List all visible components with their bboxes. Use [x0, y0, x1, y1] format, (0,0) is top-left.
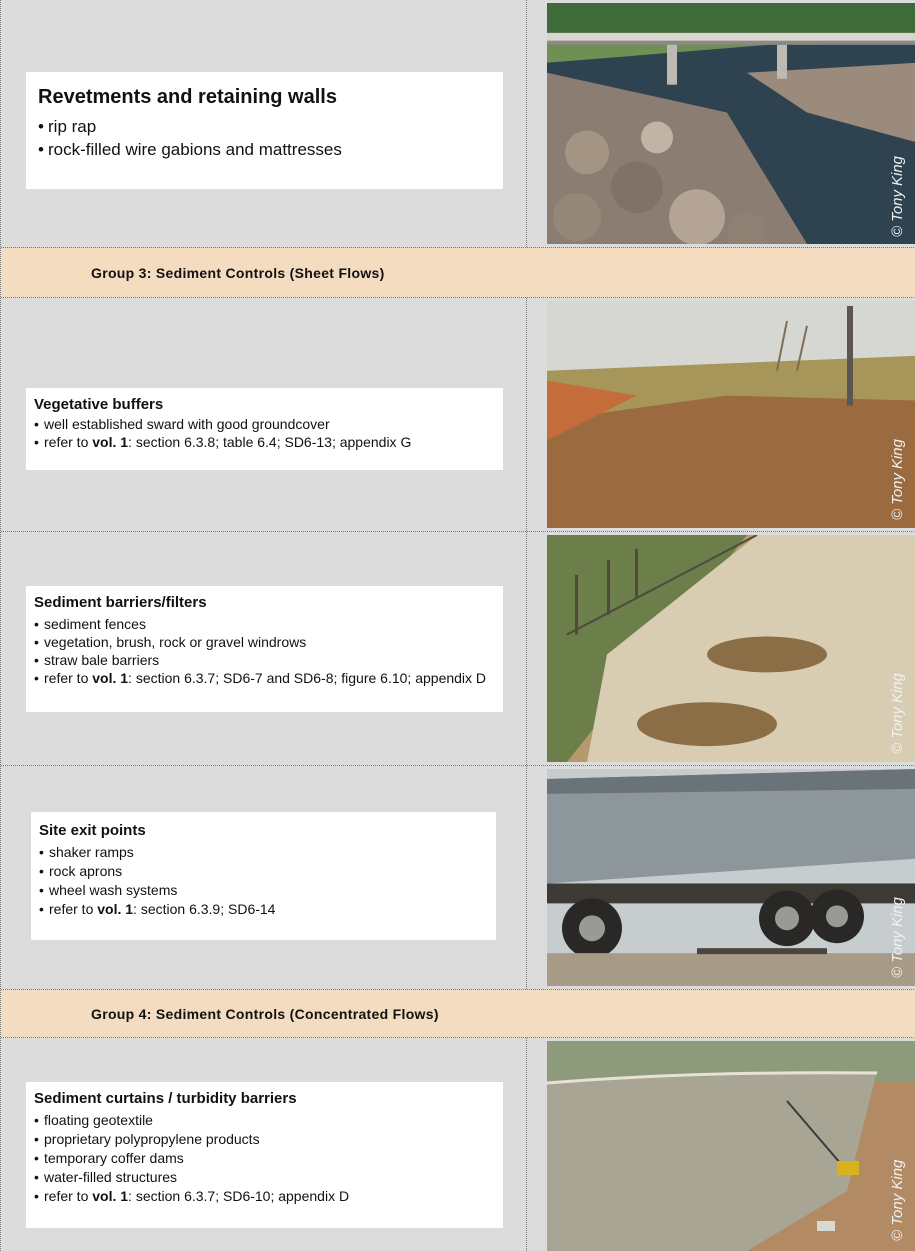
photo-sediment-fence	[547, 535, 915, 762]
row-site-exit-points	[1, 766, 915, 990]
photo-vegetative-buffer	[547, 301, 915, 528]
card-title: Sediment barriers/filters	[34, 594, 207, 611]
row-sediment-curtains	[1, 1038, 915, 1251]
list-item: • rock aprons	[39, 862, 488, 881]
list-item: • wheel wash systems	[39, 881, 488, 900]
photo-cell	[527, 0, 915, 247]
info-card	[26, 388, 503, 470]
text-cell	[1, 532, 527, 765]
list-item: • rip rap	[38, 115, 491, 138]
group-header-4	[1, 990, 915, 1038]
photo-truck-shaker-ramp	[547, 769, 915, 986]
photo-credit: © Tony King	[888, 673, 907, 755]
text-cell	[1, 298, 527, 531]
list-item: • well established sward with good groundcover	[34, 415, 495, 433]
text-cell	[1, 766, 527, 989]
photo-riverbank-rip-rap	[547, 3, 915, 244]
card-title: Vegetative buffers	[34, 396, 164, 413]
group-header-3	[1, 248, 915, 298]
photo-cell	[527, 532, 915, 765]
info-card	[26, 72, 503, 189]
row-revetments	[1, 0, 915, 248]
reference-item: • refer to vol. 1: section 6.3.7; SD6-7 and SD6-8; figure 6.10; appendix D	[34, 669, 495, 687]
list-item: • straw bale barriers	[34, 651, 495, 669]
row-vegetative-buffers	[1, 298, 915, 532]
group-label: Group 3: Sediment Controls (Sheet Flows)	[91, 264, 385, 281]
group-label: Group 4: Sediment Controls (Concentrated Flows)	[91, 1005, 439, 1022]
photo-credit: © Tony King	[888, 156, 907, 238]
list-item: • temporary coffer dams	[34, 1149, 495, 1168]
photo-credit: © Tony King	[888, 439, 907, 521]
text-cell	[1, 1038, 527, 1251]
list-item: • proprietary polypropylene products	[34, 1130, 495, 1149]
photo-cell	[527, 766, 915, 989]
list-item: • rock-filled wire gabions and mattresses	[38, 138, 491, 161]
info-card	[26, 586, 503, 712]
reference-item: • refer to vol. 1: section 6.3.7; SD6-10; appendix D	[34, 1187, 495, 1206]
list-item: • sediment fences	[34, 615, 495, 633]
photo-credit: © Tony King	[888, 897, 907, 979]
text-cell	[1, 0, 527, 247]
card-title: Revetments and retaining walls	[38, 86, 337, 108]
info-card	[31, 812, 496, 940]
photo-cell	[527, 1038, 915, 1251]
reference-item: • refer to vol. 1: section 6.3.8; table 6.4; SD6-13; appendix G	[34, 433, 495, 451]
list-item: • floating geotextile	[34, 1111, 495, 1130]
card-title: Sediment curtains / turbidity barriers	[34, 1090, 297, 1107]
photo-turbidity-curtain	[547, 1041, 915, 1251]
list-item: • vegetation, brush, rock or gravel windrows	[34, 633, 495, 651]
photo-cell	[527, 298, 915, 531]
photo-credit: © Tony King	[889, 1159, 906, 1241]
list-item: • water-filled structures	[34, 1168, 495, 1187]
info-card	[26, 1082, 503, 1228]
list-item: • shaker ramps	[39, 843, 488, 862]
card-title: Site exit points	[39, 822, 146, 839]
reference-item: • refer to vol. 1: section 6.3.9; SD6-14	[39, 900, 488, 919]
row-sediment-barriers	[1, 532, 915, 766]
